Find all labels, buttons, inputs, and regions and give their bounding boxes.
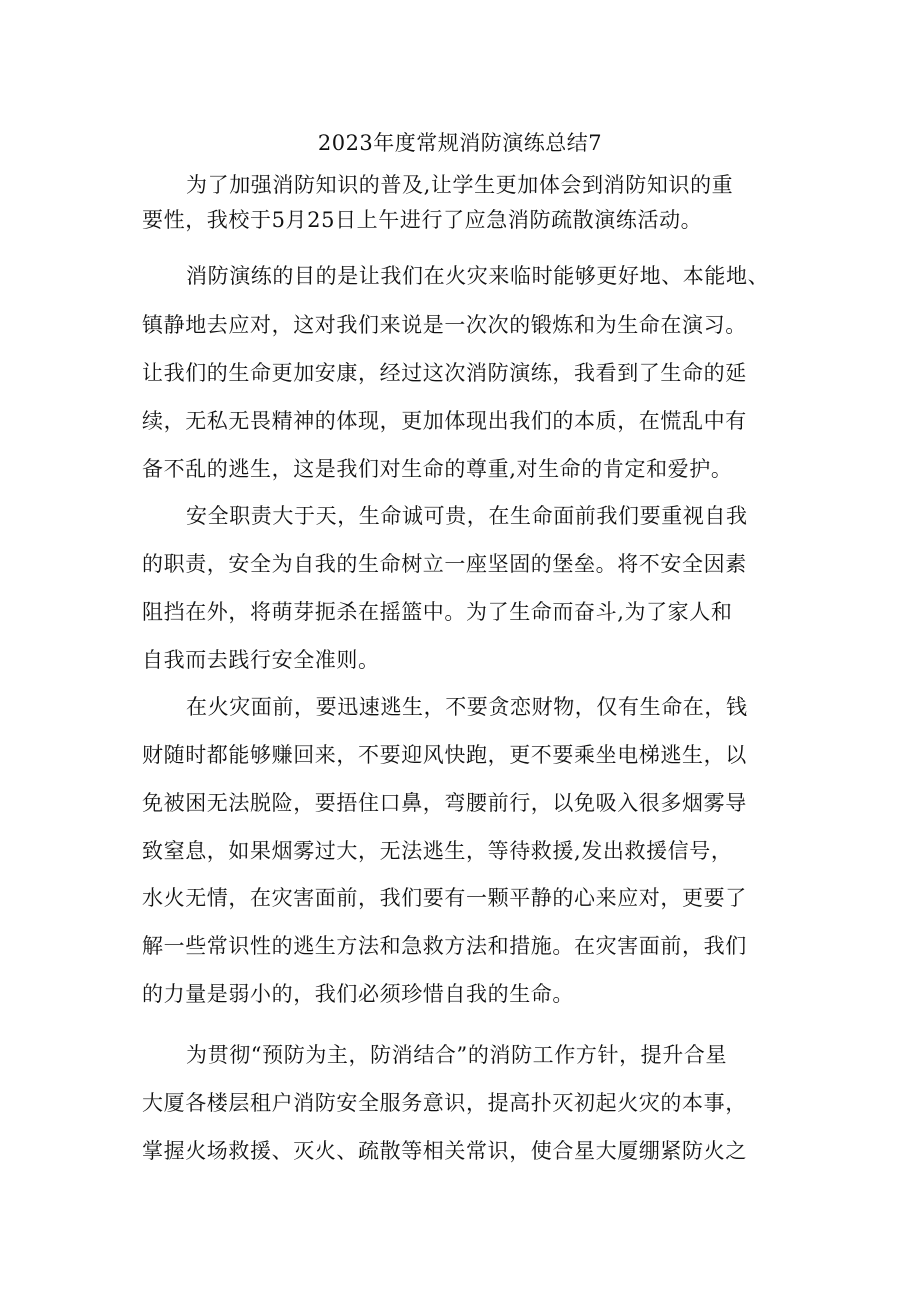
text-line: 让我们的生命更加安康，经过这次消防演练，我看到了生命的延 [142,361,747,385]
text-line: 自我而去践行安全准则。 [142,648,380,672]
text-line: 为了加强消防知识的普及,让学生更加体会到消防知识的重 [186,173,734,197]
text-line: 解一些常识性的逃生方法和急救方法和措施。在灾害面前，我们 [142,934,747,958]
text-line: 为贯彻“预防为主，防消结合”的消防工作方针，提升合星 [186,1043,728,1067]
text-line: 备不乱的逃生，这是我们对生命的尊重,对生命的肯定和爱护。 [142,457,733,481]
text-line: 在火灾面前，要迅速逃生，不要贪恋财物，仅有生命在，钱 [186,695,748,719]
document-title: 2023年度常规消防演练总结7 [317,131,603,155]
text-line: 要性，我校于5月25日上午进行了应急消防疏散演练活动。 [142,208,703,232]
text-line: 安全职责大于天，生命诚可贵，在生命面前我们要重视自我 [186,504,748,528]
text-line: 的职责，安全为自我的生命树立一座坚固的堡垒。将不安全因素 [142,552,747,576]
text-line: 免被困无法脱险，要捂住口鼻，弯腰前行，以免吸入很多烟雾导 [142,791,747,815]
text-line: 水火无情，在灾害面前，我们要有一颗平静的心来应对，更要了 [142,886,747,910]
text-line: 镇静地去应对，这对我们来说是一次次的锻炼和为生命在演习。 [142,313,747,337]
text-line: 消防演练的目的是让我们在火灾来临时能够更好地、本能地、 [186,264,770,288]
text-line: 大厦各楼层租户消防安全服务意识，提高扑灭初起火灾的本事， [142,1091,747,1115]
text-line: 致窒息，如果烟雾过大，无法逃生，等待救援,发出救援信号， [142,839,733,863]
text-line: 财随时都能够赚回来，不要迎风快跑，更不要乘坐电梯逃生，以 [142,743,747,767]
text-line: 掌握火场救援、灭火、疏散等相关常识，使合星大厦绷紧防火之 [142,1139,747,1163]
text-line: 阻挡在外，将萌芽扼杀在摇篮中。为了生命而奋斗,为了家人和 [142,600,733,624]
text-line: 续，无私无畏精神的体现，更加体现出我们的本质，在慌乱中有 [142,409,747,433]
text-line: 的力量是弱小的，我们必须珍惜自我的生命。 [142,982,574,1006]
